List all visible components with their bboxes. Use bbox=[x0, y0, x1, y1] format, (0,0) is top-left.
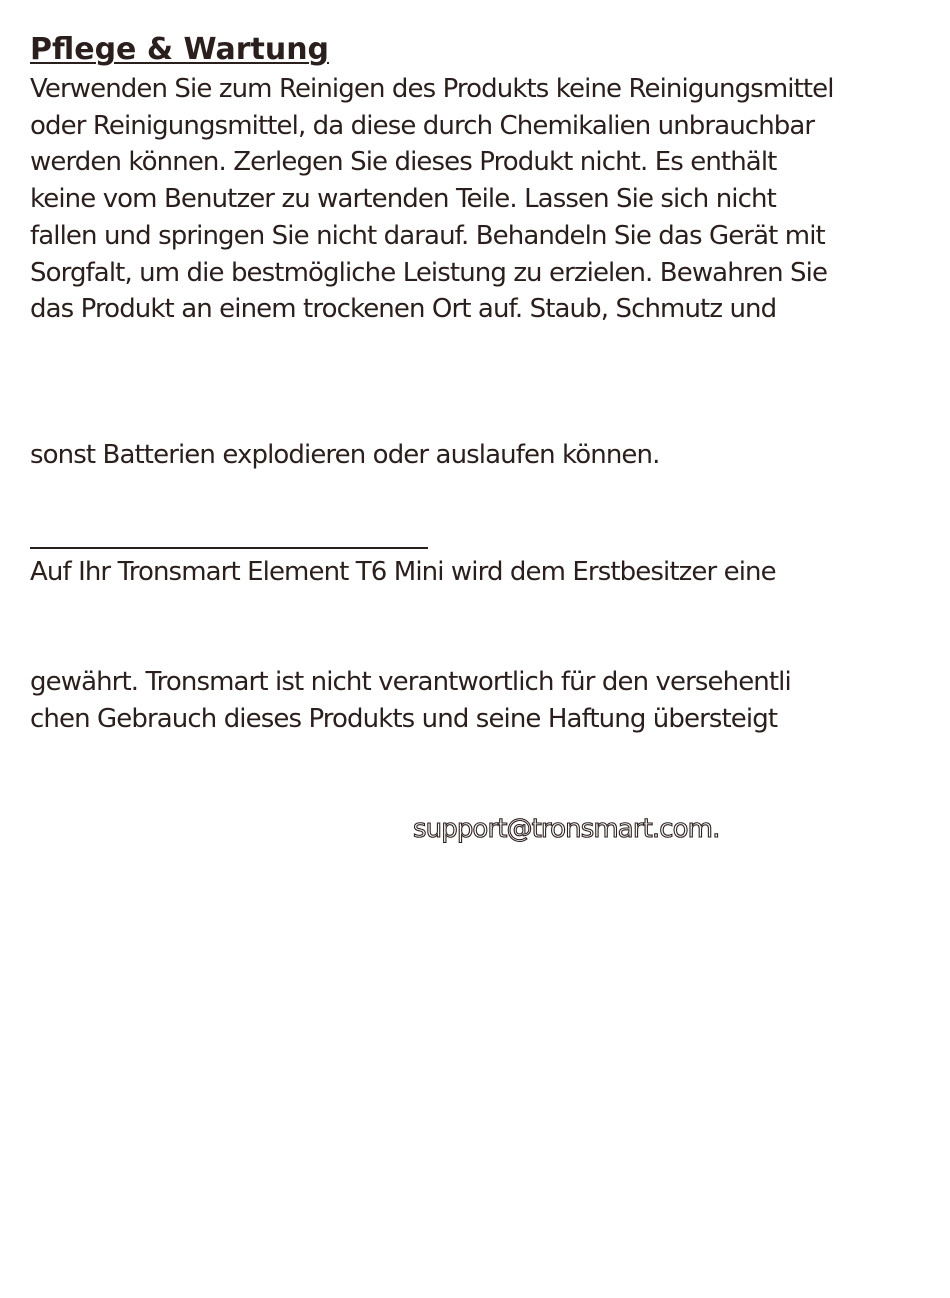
warranty-intro bbox=[30, 554, 776, 591]
section-title: Pflege & Wartung bbox=[30, 32, 330, 67]
care-line-1: Verwenden Sie zum Reinigen des Produkts keine Reinigungsmittel bbox=[30, 74, 834, 104]
support-email-link[interactable]: support@tronsmart.com. bbox=[413, 814, 720, 844]
battery-paragraph bbox=[30, 437, 659, 474]
care-line-6: Sorgfalt, um die bestmögliche Leistung zu erzielen. Bewahren Sie bbox=[30, 257, 828, 288]
care-paragraph bbox=[30, 71, 834, 328]
warranty-paragraph bbox=[30, 664, 791, 737]
battery-line: sonst Batterien explodieren oder auslaufen können. bbox=[30, 440, 660, 470]
warranty-intro-line: Auf Ihr Tronsmart Element T6 Mini wird dem Erstbesitzer eine bbox=[30, 557, 776, 587]
care-line-2: oder Reinigungsmittel, da diese durch Chemikalien unbrauchbar bbox=[30, 110, 815, 141]
care-line-3: werden können. Zerlegen Sie dieses Produkt nicht. Es enthält bbox=[30, 147, 777, 178]
care-line-7: das Produkt an einem trockenen Ort auf. Staub, Schmutz und bbox=[30, 294, 777, 325]
warranty-line-2: chen Gebrauch dieses Produkts und seine Haftung übersteigt bbox=[30, 703, 778, 734]
care-line-4: keine vom Benutzer zu wartenden Teile. Lassen Sie sich nicht bbox=[30, 184, 776, 215]
section-divider bbox=[30, 547, 428, 549]
care-line-5: fallen und springen Sie nicht darauf. Behandeln Sie das Gerät mit bbox=[30, 220, 825, 251]
warranty-line-1: gewährt. Tronsmart ist nicht verantwortlich für den versehentli bbox=[30, 667, 791, 697]
